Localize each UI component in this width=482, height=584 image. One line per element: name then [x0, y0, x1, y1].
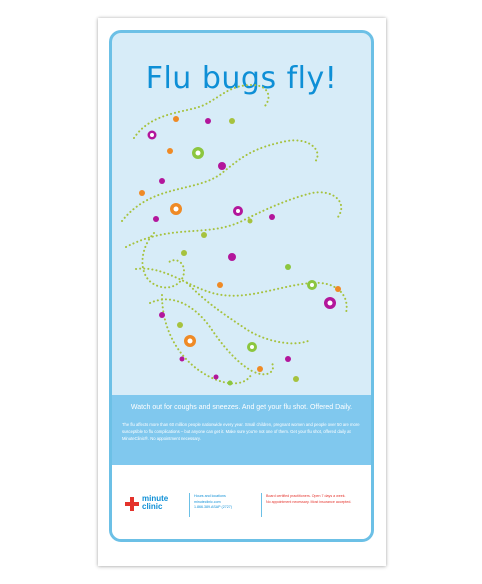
- info-hours: Hours and locations: [194, 494, 226, 498]
- poster: [98, 18, 386, 566]
- avail-line-2: No appointment necessary. Most insurance accepted.: [266, 499, 352, 504]
- body-text: The flu affects more than 60 million people nationwide every year. Small children, pregnant women and people over 50 are more susceptible to flu complications – but anyone can get it. Make sure you're not one of them. Get your flu shot, offered daily at MinuteClinic®. No appointment necessary.: [122, 422, 360, 441]
- minuteclinic-logo: [125, 495, 185, 517]
- headline-band: [112, 395, 371, 465]
- info-phone: 1.866.389.ASAP (2727): [194, 505, 232, 509]
- brand-line-2: clinic: [142, 502, 163, 511]
- contact-info: [194, 494, 258, 511]
- cross-icon: [125, 497, 139, 511]
- flu-bugs-illustration: [112, 33, 371, 395]
- avail-line-1: Board certified practitioners. Open 7 days a week.: [266, 494, 346, 498]
- bug-icon: [139, 116, 341, 386]
- footer: [112, 465, 371, 542]
- availability-info: [266, 494, 366, 505]
- headline-text: Watch out for coughs and sneezes. And get your flu shot. Offered Daily.: [130, 404, 353, 411]
- info-website: minuteclinic.com: [194, 499, 221, 504]
- brand-line-1: minute: [142, 494, 169, 503]
- divider: [261, 493, 262, 517]
- poster-title: Flu bugs fly!: [145, 61, 338, 96]
- divider: [189, 493, 190, 517]
- poster-panel: [109, 30, 374, 542]
